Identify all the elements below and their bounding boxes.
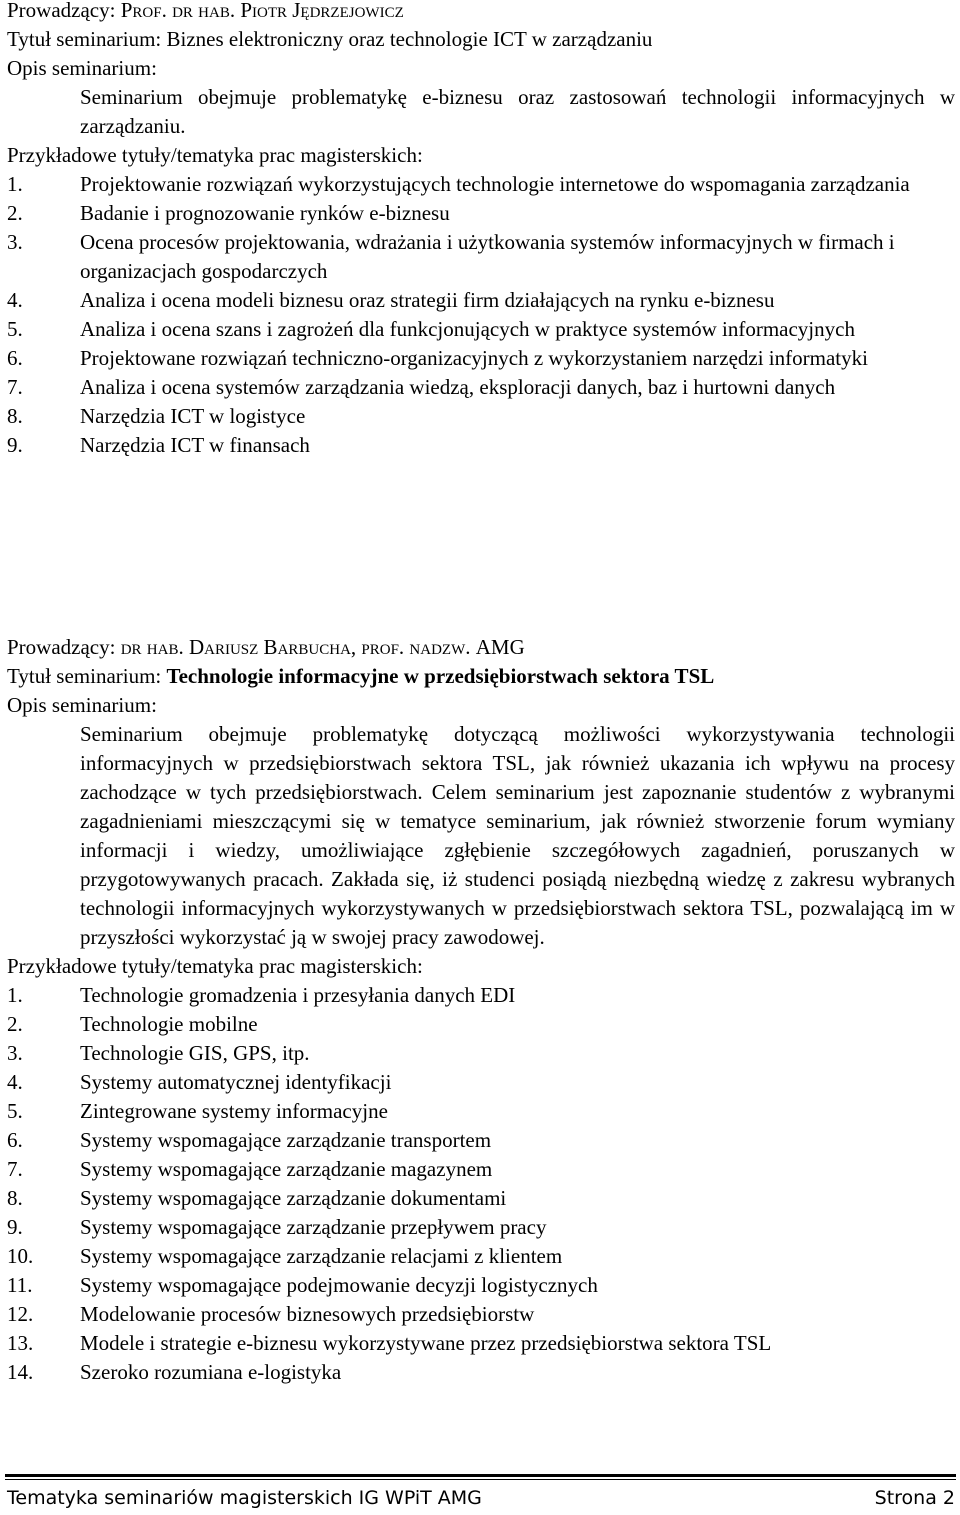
topic-item — [7, 286, 955, 315]
topic-item — [7, 1213, 955, 1242]
topic-text: Analiza i ocena systemów zarządzania wiedzą, eksploracji danych, baz i hurtowni danych — [80, 375, 836, 399]
topic-item — [7, 373, 955, 402]
topic-text: Technologie GIS, GPS, itp. — [80, 1041, 310, 1065]
topic-number: 5. — [7, 317, 23, 341]
topic-item — [7, 981, 955, 1010]
seminar-title-line — [7, 662, 955, 691]
topic-text: Systemy wspomagające zarządzanie relacjami z klientem — [80, 1244, 563, 1268]
topic-text: Narzędzia ICT w logistyce — [80, 404, 306, 428]
topic-text: Modele i strategie e-biznesu wykorzystywane przez przedsiębiorstwa sektora TSL — [80, 1331, 772, 1355]
topic-text: Technologie mobilne — [80, 1012, 258, 1036]
topic-number: 6. — [7, 346, 23, 370]
topic-item — [7, 344, 955, 373]
topic-text: Analiza i ocena modeli biznesu oraz strategii firm działających na rynku e-biznesu — [80, 288, 775, 312]
topic-number: 9. — [7, 433, 23, 457]
topic-text: Systemy wspomagające podejmowanie decyzji logistycznych — [80, 1273, 598, 1297]
topic-number: 7. — [7, 1157, 23, 1181]
topic-number: 1. — [7, 172, 23, 196]
topic-number: 4. — [7, 288, 23, 312]
seminar-title: Technologie informacyjne w przedsiębiorstwach sektora TSL — [166, 664, 715, 688]
lecturer-line — [7, 633, 955, 662]
topic-text: Modelowanie procesów biznesowych przedsiębiorstw — [80, 1302, 535, 1326]
topic-item — [7, 431, 955, 460]
topic-text: Systemy wspomagające zarządzanie dokumentami — [80, 1186, 507, 1210]
topic-number: 14. — [7, 1360, 34, 1384]
topic-number: 2. — [7, 1012, 23, 1036]
topic-number: 7. — [7, 375, 23, 399]
page-number: Strona 2 — [874, 1487, 955, 1509]
topic-number: 3. — [7, 1041, 23, 1065]
footer-divider — [5, 1474, 956, 1477]
topic-number: 10. — [7, 1244, 34, 1268]
lecturer-label: Prowadzący: — [7, 635, 121, 659]
topic-item — [7, 1155, 955, 1184]
topic-number: 8. — [7, 1186, 23, 1210]
description-label: Opis seminarium: — [7, 693, 157, 717]
topic-text: Systemy wspomagające zarządzanie magazynem — [80, 1157, 493, 1181]
topic-item — [7, 1097, 955, 1126]
seminar-title-line — [7, 25, 955, 54]
seminar-title-label: Tytuł seminarium: — [7, 27, 167, 51]
topic-number: 6. — [7, 1128, 23, 1152]
description-label: Opis seminarium: — [7, 56, 157, 80]
topics-label: Przykładowe tytuły/tematyka prac magisterskich: — [7, 143, 423, 167]
lecturer-label: Prowadzący: — [7, 0, 121, 22]
topic-text: Projektowanie rozwiązań wykorzystujących technologie internetowe do wspomagania zarządzania — [80, 172, 910, 196]
seminar-section-2 — [7, 633, 955, 1387]
lecturer-name: dr hab. Dariusz Barbucha, prof. nadzw. — [120, 635, 476, 659]
topic-item — [7, 1300, 955, 1329]
topic-text: Systemy wspomagające zarządzanie transportem — [80, 1128, 492, 1152]
footer-title: Tematyka seminariów magisterskich IG WPiT AMG — [7, 1487, 482, 1509]
topic-number: 9. — [7, 1215, 23, 1239]
seminar-section-1 — [7, 0, 955, 460]
seminar-description: Seminarium obejmuje problematykę e-biznesu oraz zastosowań technologii informacyjnych w zarządzaniu. — [80, 85, 955, 138]
topic-item — [7, 402, 955, 431]
topic-text: Systemy wspomagające zarządzanie przepływem pracy — [80, 1215, 547, 1239]
topic-item — [7, 1184, 955, 1213]
topic-text: Narzędzia ICT w finansach — [80, 433, 310, 457]
topic-number: 1. — [7, 983, 23, 1007]
topics-list — [7, 170, 955, 460]
seminar-title-label: Tytuł seminarium: — [7, 664, 167, 688]
topic-number: 11. — [7, 1273, 33, 1297]
seminar-description: Seminarium obejmuje problematykę dotyczącą możliwości wykorzystywania technologii informacyjnych w przedsiębiorstwach sektora TSL, jak również ukazania ich wpływu na procesy zachodzące w tych przedsiębiorstwach. Celem seminarium jest zapoznanie studentów z wybranymi zagadnieniami mieszczącymi się w tematyce seminarium, jak również stworzenie forum wymiany informacji i wiedzy, umożliwiające zgłębienie szczegółowych zagadnień, poruszanych w przygotowywanych pracach. Zakłada się, iż studenci posiądą niezbędną wiedzę z zakresu wybranych technologii informacyjnych wykorzystywanych w przedsiębiorstwach sektora TSL, pozwalającą im w przyszłości wykorzystać ją w swojej pracy zawodowej. — [80, 722, 955, 949]
topic-number: 12. — [7, 1302, 34, 1326]
topic-item — [7, 199, 955, 228]
topic-item — [7, 1242, 955, 1271]
topic-number: 8. — [7, 404, 23, 428]
topic-number: 5. — [7, 1099, 23, 1123]
lecturer-affiliation: AMG — [475, 635, 525, 659]
topic-item — [7, 1039, 955, 1068]
topic-item — [7, 170, 955, 199]
topics-label: Przykładowe tytuły/tematyka prac magisterskich: — [7, 954, 423, 978]
lecturer-name: Prof. dr hab. Piotr Jędrzejowicz — [120, 0, 404, 22]
topic-text: Badanie i prognozowanie rynków e-biznesu — [80, 201, 450, 225]
topic-item — [7, 1358, 955, 1387]
topic-text: Systemy automatycznej identyfikacji — [80, 1070, 392, 1094]
topic-item — [7, 1329, 955, 1358]
topic-item — [7, 1068, 955, 1097]
topic-number: 2. — [7, 201, 23, 225]
topic-item — [7, 228, 955, 286]
page-footer — [7, 1485, 955, 1511]
topic-text: Zintegrowane systemy informacyjne — [80, 1099, 388, 1123]
topic-item — [7, 1010, 955, 1039]
footer-divider-thin — [5, 1479, 956, 1480]
topic-item — [7, 1126, 955, 1155]
topic-text: Szeroko rozumiana e-logistyka — [80, 1360, 342, 1384]
topic-text: Analiza i ocena szans i zagrożeń dla funkcjonujących w praktyce systemów informacyjnych — [80, 317, 855, 341]
topic-number: 13. — [7, 1331, 34, 1355]
topic-text: Ocena procesów projektowania, wdrażania i użytkowania systemów informacyjnych w firmach i organizacjach gospodarczych — [80, 230, 895, 283]
topic-item — [7, 1271, 955, 1300]
topic-text: Projektowane rozwiązań techniczno-organizacyjnych z wykorzystaniem narzędzi informatyki — [80, 346, 868, 370]
topic-text: Technologie gromadzenia i przesyłania danych EDI — [80, 983, 516, 1007]
topics-list — [7, 981, 955, 1387]
seminar-title: Biznes elektroniczny oraz technologie ICT w zarządzaniu — [166, 27, 653, 51]
topic-number: 4. — [7, 1070, 23, 1094]
topic-item — [7, 315, 955, 344]
topic-number: 3. — [7, 230, 23, 254]
lecturer-line — [7, 0, 955, 25]
